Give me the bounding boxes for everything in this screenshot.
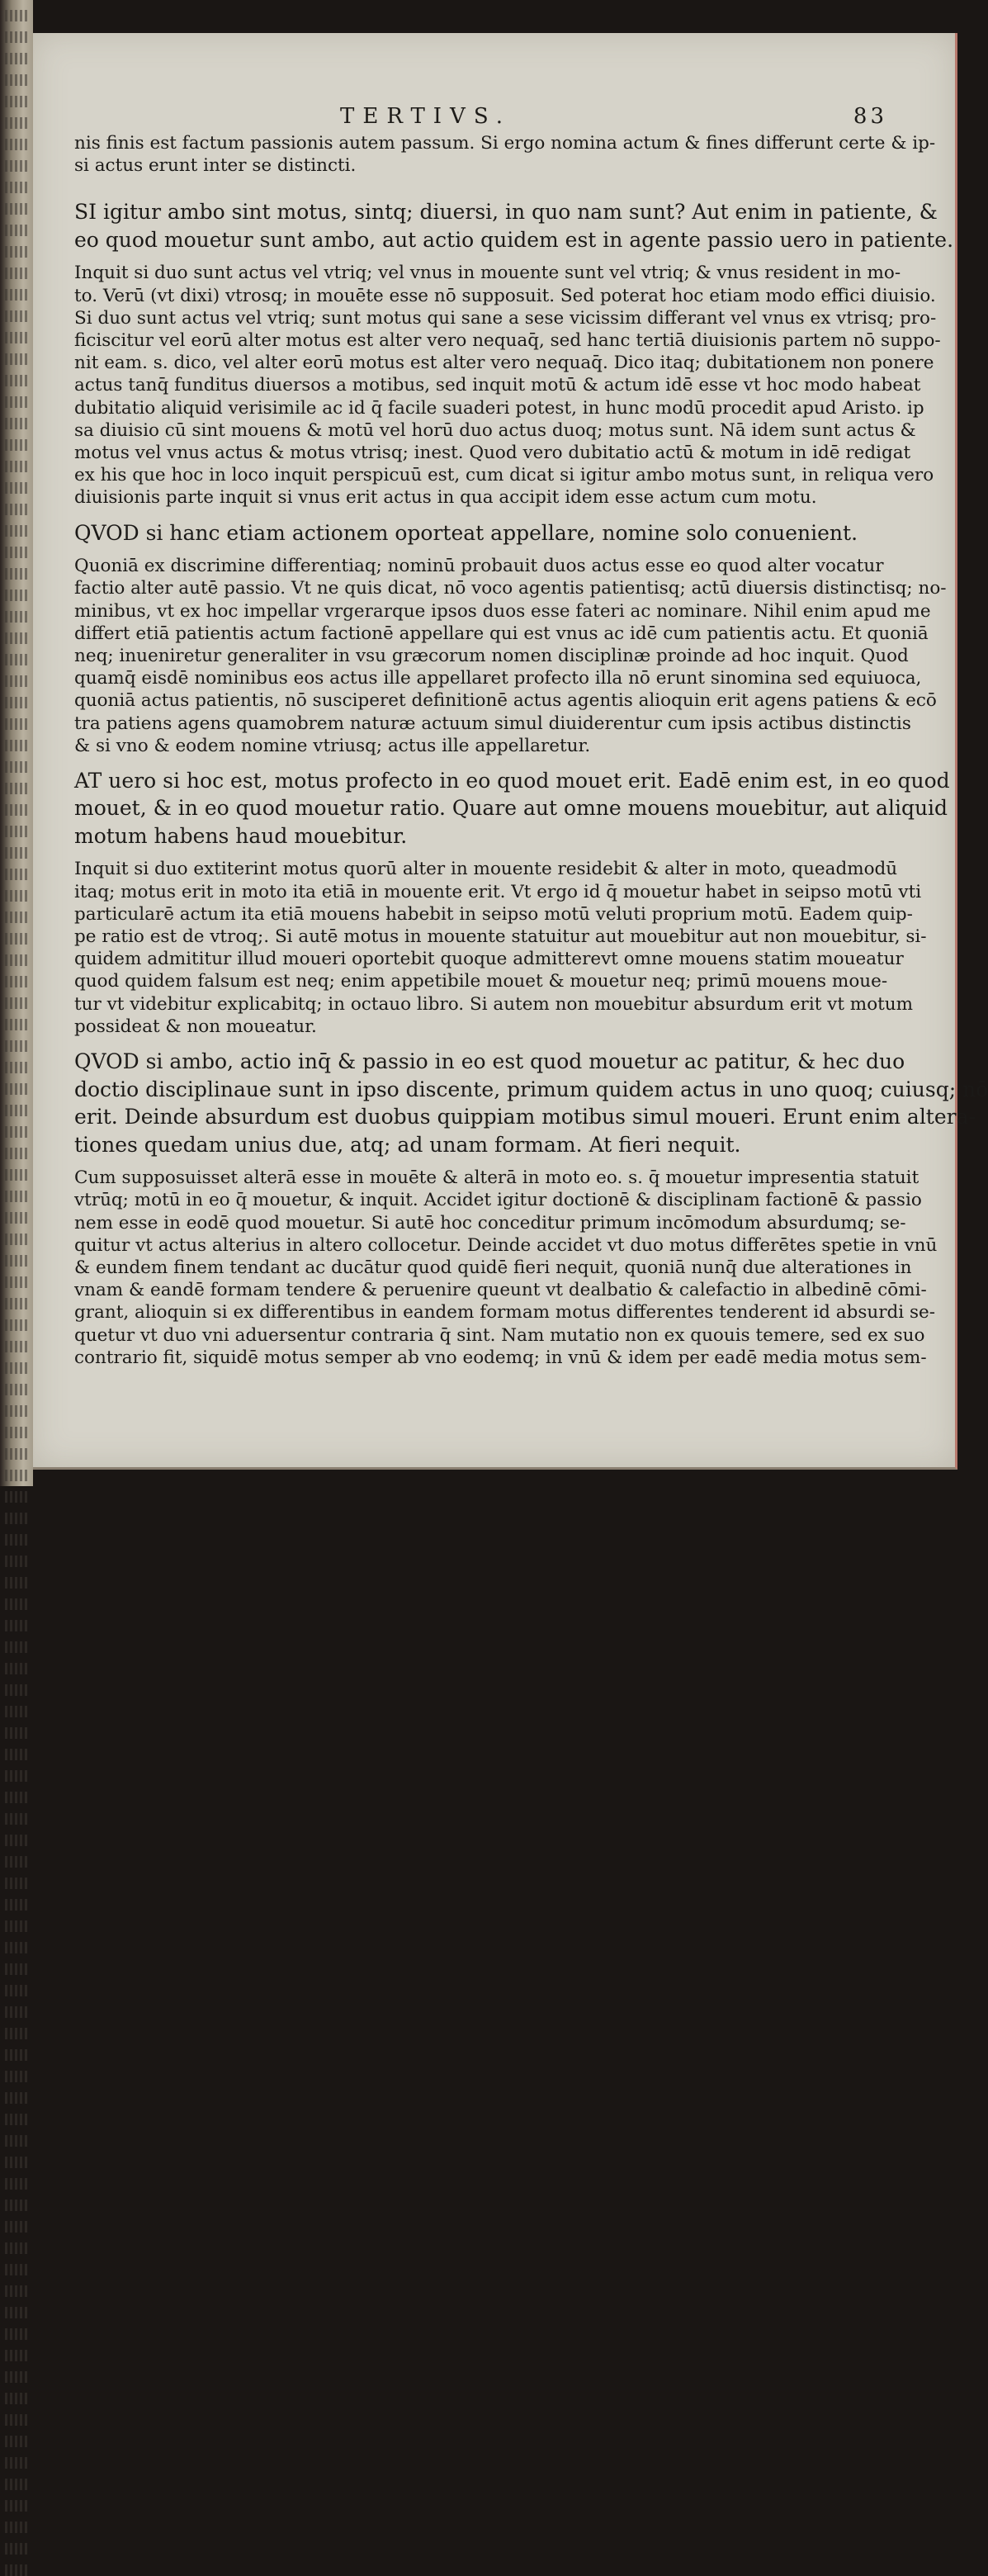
facing-page-text-fragment: [5, 418, 30, 429]
text-line: Cum supposuisset alterā esse in mouēte & alterā in moto eo. s. q̄ mouetur impresentia statuit: [74, 1167, 919, 1189]
facing-page-text-fragment: [5, 525, 30, 537]
facing-page-text-fragment: [5, 1234, 30, 1245]
facing-page-text-fragment: [5, 654, 30, 665]
facing-page-text-fragment: [5, 1126, 30, 1138]
text-line: tur vt videbitur explicabitq; in octauo libro. Si autem non mouebitur absurdum erit vt motum: [74, 993, 914, 1015]
facing-page-text-fragment: [5, 2242, 30, 2254]
facing-page-text-fragment: [5, 1298, 30, 1309]
facing-page-text-fragment: [5, 31, 30, 43]
facing-page-text-fragment: [5, 1727, 30, 1739]
facing-page-text-fragment: [5, 2371, 30, 2383]
text-line: QVOD si ambo, actio inq̄ & passio in eo est quod mouetur ac patitur, & hec duo: [74, 1049, 905, 1074]
facing-page-text-fragment: [5, 1276, 30, 1288]
facing-page-text-fragment: [5, 2221, 30, 2233]
facing-page-text-fragment: [5, 1556, 30, 1567]
facing-page-text-fragment: [5, 1942, 30, 1953]
facing-page-text-fragment: [5, 675, 30, 687]
text-line: eo quod mouetur sunt ambo, aut actio quidem est in agente passio uero in patiente.: [74, 227, 954, 252]
facing-page-text-fragment: [5, 1663, 30, 1674]
facing-page-text-fragment: [5, 2414, 30, 2426]
facing-page-text-fragment: [5, 1212, 30, 1224]
facing-page-text-fragment: [5, 697, 30, 708]
facing-page-text-fragment: [5, 1706, 30, 1717]
text-line: neq; inueniretur generaliter in vsu græcorum nomen disciplinæ proinde ad hoc inquit. Quod: [74, 645, 909, 666]
lemma-paragraph: [74, 1048, 988, 1158]
facing-page-text-fragment: [5, 2457, 30, 2469]
paragraph-spacer: [74, 1038, 817, 1048]
facing-page-text-fragment: [5, 1427, 30, 1438]
facing-page-text-fragment: [5, 890, 30, 902]
commentary-paragraph: [74, 262, 941, 509]
text-line: erit. Deinde absurdum est duobus quippiam motibus simul moueri. Erunt enim altera-: [74, 1105, 976, 1129]
facing-page-text-fragment: [5, 1620, 30, 1631]
paragraph-spacer: [74, 547, 817, 555]
paragraph-spacer: [74, 1158, 817, 1167]
facing-page-text-fragment: [5, 160, 30, 172]
facing-page-text-fragment: [5, 268, 30, 279]
facing-page-text-fragment: [5, 804, 30, 816]
folio-number: 83: [853, 104, 887, 129]
facing-page-text-fragment: [5, 2522, 30, 2533]
facing-page-text-fragment: [5, 2543, 30, 2555]
facing-page-text-fragment: [5, 2200, 30, 2211]
facing-page-text-fragment: [5, 2393, 30, 2404]
facing-page-text-fragment: [5, 1920, 30, 1932]
text-line: SI igitur ambo sint motus, sintq; diuersi, in quo nam sunt? Aut enim in patiente, &: [74, 200, 938, 225]
facing-page-text-fragment: [5, 2157, 30, 2168]
text-line: QVOD si hanc etiam actionem oporteat appellare, nomine solo conuenient.: [74, 520, 858, 545]
facing-page-text-fragment: [5, 1105, 30, 1116]
text-line: quitur vt actus alterius in altero collocetur. Deinde accidet vt duo motus differētes spetie in vnū: [74, 1234, 938, 1256]
paragraph-spacer: [74, 188, 817, 198]
facing-page-text-fragment: [5, 1083, 30, 1095]
facing-page-text-fragment: [5, 547, 30, 558]
facing-page-text-fragment: [5, 2264, 30, 2275]
book-page: [33, 33, 988, 1470]
facing-page-edge: [0, 0, 33, 1486]
text-line: contrario fit, siquidē motus semper ab vno eodemq; in vnū & idem per eadē media motus sem-: [74, 1347, 927, 1368]
facing-page-text-fragment: [5, 2028, 30, 2039]
facing-page-text-fragment: [5, 1384, 30, 1395]
commentary-paragraph: [74, 555, 947, 757]
paragraph-spacer: [74, 850, 817, 858]
text-line: & si vno & eodem nomine vtriusq; actus ille appellaretur.: [74, 735, 591, 756]
facing-page-text-fragment: [5, 1534, 30, 1546]
facing-page-text-fragment: [5, 439, 30, 451]
text-line: nem esse in eodē quod mouetur. Si autē hoc conceditur primum incōmodum absurdumq; se-: [74, 1212, 906, 1234]
text-line: vtrūq; motū in eo q̄ mouetur, & inquit. Accidet igitur doctionē & disciplinam factionē & passio: [74, 1190, 922, 1211]
facing-page-text-fragment: [5, 1899, 30, 1911]
text-line: possideat & non moueatur.: [74, 1016, 317, 1037]
facing-page-text-fragment: [5, 139, 30, 150]
facing-page-text-fragment: [5, 1878, 30, 1889]
text-line: Inquit si duo sunt actus vel vtriq; vel vnus in mouente sunt vel vtriq; & vnus resident in mo-: [74, 263, 901, 284]
text-line: quoniā actus patientis, nō susciperet definitionē actus agentis alioquin erit agens patiens & ecō: [74, 690, 937, 712]
facing-page-text-fragment: [5, 504, 30, 515]
facing-page-text-fragment: [5, 912, 30, 923]
facing-page-text-fragment: [5, 1062, 30, 1073]
text-line: particularē actum ita etiā mouens habebit in seipso motū veluti proprium motū. Eadem quip-: [74, 903, 913, 925]
facing-page-text-fragment: [5, 1491, 30, 1503]
facing-page-text-fragment: [5, 783, 30, 794]
facing-page-text-fragment: [5, 997, 30, 1009]
text-line: nit eam. s. dico, vel alter eorū motus est alter vero nequaq̄. Dico itaq; dubitationem non ponere: [74, 353, 934, 374]
facing-page-text-fragment: [5, 2350, 30, 2361]
text-line: Inquit si duo extiterint motus quorū alter in mouente residebit & alter in moto, queadmodū: [74, 859, 898, 880]
facing-page-text-fragment: [5, 933, 30, 945]
text-line: Si duo sunt actus vel vtriq; sunt motus qui sane a sese vicissim differant vel vnus ex vtrisq; pro-: [74, 307, 937, 329]
text-line: Quoniā ex discrimine differentiaq; nominū probauit duos actus esse eo quod alter vocatur: [74, 556, 884, 577]
facing-page-text-fragment: [5, 203, 30, 215]
facing-page-text-fragment: [5, 482, 30, 494]
facing-page-text-fragment: [5, 1598, 30, 1610]
facing-page-text-fragment: [5, 632, 30, 644]
text-line: differt etiā patientis actum factionē appellare qui est vnus ac idē cum patientis actu. Et quoniā: [74, 623, 929, 644]
facing-page-text-fragment: [5, 2135, 30, 2147]
facing-page-text-fragment: [5, 1684, 30, 1696]
text-line: AT uero si hoc est, motus profecto in eo quod mouet erit. Eadē enim est, in eo quod: [74, 768, 950, 793]
facing-page-text-fragment: [5, 117, 30, 129]
facing-page-text-fragment: [5, 1319, 30, 1331]
facing-page-text-fragment: [5, 353, 30, 365]
facing-page-text-fragment: [5, 2307, 30, 2318]
facing-page-text-fragment: [5, 568, 30, 580]
paragraph-spacer: [74, 757, 817, 767]
facing-page-text-fragment: [5, 1749, 30, 1760]
text-line: minibus, vt ex hoc impellar vrgerarque ipsos duos esse fateri ac nominare. Nihil enim apud me: [74, 600, 931, 622]
text-line: diuisionis parte inquit si vnus erit actus in qua accipit idem esse actum cum motu.: [74, 487, 817, 509]
facing-page-text-fragment: [5, 954, 30, 966]
facing-page-text-fragment: [5, 375, 30, 386]
facing-page-text-fragment: [5, 976, 30, 987]
facing-page-text-fragment: [5, 2285, 30, 2297]
facing-page-text-fragment: [5, 1641, 30, 1653]
facing-page-text-fragment: [5, 246, 30, 258]
facing-page-text-fragment: [5, 740, 30, 751]
lemma-paragraph: [74, 198, 954, 253]
text-line: ficiscitur vel eorū alter motus est alter vero nequaq̄, sed hanc tertiā diuisionis partem nō suppo-: [74, 330, 941, 352]
facing-page-text-fragment: [5, 1835, 30, 1846]
text-line: tiones quedam unius due, atq; ad unam formam. At fieri nequit.: [74, 1132, 741, 1157]
facing-page-text-fragment: [5, 611, 30, 623]
paragraph-spacer: [74, 509, 817, 519]
continued-paragraph: [74, 132, 936, 177]
text-line: grant, alioquin si ex differentibus in eandem formam motus differentes tenderent id absurdi se-: [74, 1302, 935, 1324]
facing-page-text-fragment: [5, 1341, 30, 1352]
facing-page-text-fragment: [5, 1362, 30, 1374]
text-line: motus vel vnus actus & motus vtrisq; inest. Quod vero dubitatio actū & motum in idē redigat: [74, 443, 911, 464]
facing-page-text-fragment: [5, 396, 30, 408]
text-line: & eundem finem tendant ac ducātur quod quidē fieri nequit, quoniā nunq̄ due alterationes in: [74, 1257, 912, 1278]
text-block: [74, 132, 988, 1369]
facing-page-text-fragment: [5, 1856, 30, 1868]
text-line: factio alter autē passio. Vt ne quis dicat, nō voco agentis patientisq; actū diuersis distinctisq; no-: [74, 578, 947, 599]
facing-page-text-fragment: [5, 1985, 30, 1996]
facing-page-text-fragment: [5, 1019, 30, 1030]
text-line: quamq̄ eisdē nominibus eos actus ille appellaret profecto illa nō erunt sinomina sed equiuoca,: [74, 668, 922, 689]
facing-page-text-fragment: [5, 1577, 30, 1589]
text-line: si actus erunt inter se distincti.: [74, 155, 357, 177]
lemma-paragraph: [74, 519, 858, 547]
lemma-paragraph: [74, 767, 950, 850]
facing-page-text-fragment: [5, 2006, 30, 2018]
facing-page-text-fragment: [5, 182, 30, 193]
facing-page-text-fragment: [5, 847, 30, 859]
facing-page-text-fragment: [5, 2328, 30, 2340]
facing-page-text-fragment: [5, 74, 30, 86]
text-line: doctio disciplinaue sunt in ipso discente, primum quidem actus in uno quoq; cuiusq; nō: [74, 1077, 988, 1101]
facing-page-text-fragment: [5, 2092, 30, 2104]
text-line: mouet, & in eo quod mouetur ratio. Quare aut omne mouens mouebitur, aut aliquid: [74, 796, 948, 821]
commentary-paragraph: [74, 858, 927, 1038]
text-line: actus tanq̄ funditus diuersos a motibus, sed inquit motū & actum idē esse vt hoc modo habeat: [74, 375, 921, 396]
text-line: nis finis est factum passionis autem passum. Si ergo nomina actum & fines differunt certe & ip-: [74, 133, 936, 154]
facing-page-text-fragment: [5, 590, 30, 601]
text-line: itaq; motus erit in moto ita etiā in mouente erit. Vt ergo id q̄ mouetur habet in seipso motū vti: [74, 881, 922, 902]
text-line: motum habens haud mouebitur.: [74, 823, 408, 848]
facing-page-text-fragment: [5, 310, 30, 322]
facing-page-text-fragment: [5, 1255, 30, 1267]
facing-page-text-fragment: [5, 2436, 30, 2447]
facing-page-text-fragment: [5, 53, 30, 64]
facing-page-text-fragment: [5, 461, 30, 472]
facing-page-text-fragment: [5, 869, 30, 880]
facing-page-text-fragment: [5, 96, 30, 107]
facing-page-text-fragment: [5, 225, 30, 236]
facing-page-text-fragment: [5, 2071, 30, 2082]
facing-page-text-fragment: [5, 2479, 30, 2490]
facing-page-text-fragment: [5, 761, 30, 773]
text-line: pe ratio est de vtroq;. Si autē motus in mouente statuitur aut mouebitur aut non mouebitur, si-: [74, 926, 927, 948]
commentary-paragraph: [74, 1167, 938, 1369]
text-line: to. Verū (vt dixi) vtrosq; in mouēte esse nō supposuit. Sed poterat hoc etiam modo effici diuisio.: [74, 285, 936, 306]
facing-page-text-fragment: [5, 1405, 30, 1417]
facing-page-text-fragment: [5, 10, 30, 21]
facing-page-text-fragment: [5, 2178, 30, 2190]
facing-page-text-fragment: [5, 1513, 30, 1524]
text-line: quod quidem falsum est neq; enim appetibile mouet & mouetur neq; primū mouens moue-: [74, 971, 888, 992]
facing-page-text-fragment: [5, 1191, 30, 1202]
facing-page-text-fragment: [5, 2500, 30, 2512]
facing-page-text-fragment: [5, 1040, 30, 1052]
facing-page-text-fragment: [5, 1169, 30, 1181]
facing-page-text-fragment: [5, 289, 30, 301]
facing-page-text-fragment: [5, 2564, 30, 2576]
text-line: ex his que hoc in loco inquit perspicuū est, cum dicat si igitur ambo motus sunt, in reliqua vero: [74, 465, 934, 486]
text-line: sa diuisio cū sint mouens & motū vel horū duo actus duoq; motus sunt. Nā idem sunt actus &: [74, 419, 916, 441]
text-line: dubitatio aliquid verisimile ac id q̄ facile suaderi potest, in hunc modū procedit apud Aristo. ip: [74, 397, 924, 419]
text-line: vnam & eandē formam tendere & peruenire queunt vt dealbatio & calefactio in albedinē cōmi-: [74, 1280, 927, 1301]
facing-page-text-fragment: [5, 718, 30, 730]
facing-page-text-fragment: [5, 1963, 30, 1975]
facing-page-text-fragment: [5, 1792, 30, 1803]
facing-page-text-fragment: [5, 1770, 30, 1782]
facing-page-text-fragment: [5, 2049, 30, 2061]
facing-page-text-fragment: [5, 1470, 30, 1481]
facing-page-text-fragment: [5, 1148, 30, 1159]
paragraph-spacer: [74, 253, 817, 262]
facing-page-text-fragment: [5, 2114, 30, 2125]
facing-page-text-fragment: [5, 1448, 30, 1460]
text-line: tra patiens agens quamobrem naturæ actuum simul diuiderentur cum ipsis actibus distinctis: [74, 713, 911, 734]
facing-page-text-fragment: [5, 332, 30, 343]
facing-page-text-fragment: [5, 826, 30, 837]
text-line: quetur vt duo vni aduersentur contraria q̄ sint. Nam mutatio non ex quouis temere, sed ex suo: [74, 1324, 925, 1346]
text-line: quidem admititur illud moueri oportebit quoque admitterevt omne mouens statim moueatur: [74, 949, 904, 970]
running-head: TERTIVS.: [340, 104, 511, 129]
facing-page-text-fragment: [5, 1813, 30, 1825]
